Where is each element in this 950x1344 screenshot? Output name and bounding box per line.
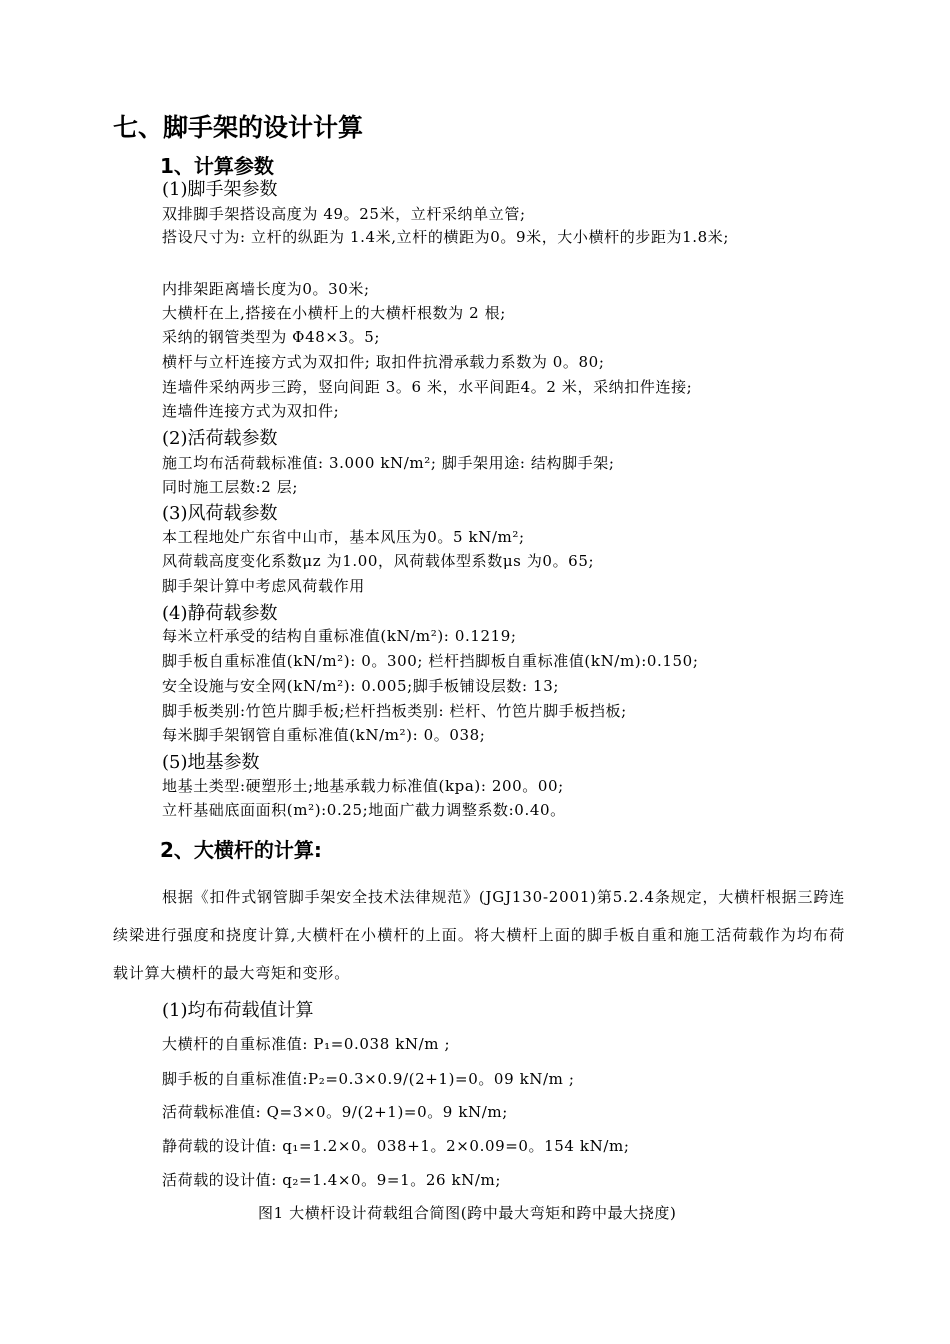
param-group-title-dead-load: (4)静荷载参数	[162, 603, 278, 624]
calc-line: 静荷载的设计值: q₁=1.2×0。038+1。2×0.09=0。154 kN/m;	[162, 1137, 630, 1155]
calc-line: 脚手板的自重标准值:P₂=0.3×0.9/(2+1)=0。09 kN/m ;	[162, 1070, 575, 1088]
param-line: 双排脚手架搭设高度为 49。25米，立杆采纳单立管;	[162, 205, 526, 223]
param-line: 脚手板自重标准值(kN/m²): 0。300; 栏杆挡脚板自重标准值(kN/m):0.150;	[162, 652, 699, 670]
param-line-wrapped: 搭设尺寸为: 立杆的纵距为 1.4米,立杆的横距为0。9米，大小横杆的步距为1.8米;	[162, 228, 730, 246]
param-group-title-scaffold: (1)脚手架参数	[162, 179, 278, 200]
param-line: 大横杆在上,搭接在小横杆上的大横杆根数为 2 根;	[162, 304, 506, 322]
param-line: 采纳的钢管类型为 Φ48×3。5;	[162, 328, 381, 346]
param-line: 风荷载高度变化系数μz 为1.00，风荷载体型系数μs 为0。65;	[162, 552, 595, 570]
param-group-title-live-load: (2)活荷载参数	[162, 428, 278, 449]
param-line: 连墙件连接方式为双扣件;	[162, 402, 340, 420]
param-group-title-wind-load: (3)风荷载参数	[162, 503, 278, 524]
figure-caption: 图1 大横杆设计荷载组合简图(跨中最大弯矩和跨中最大挠度)	[258, 1204, 677, 1222]
param-line: 脚手板类别:竹笆片脚手板;栏杆挡板类别: 栏杆、竹笆片脚手板挡板;	[162, 702, 627, 720]
param-line: 连墙件采纳两步三跨，竖向间距 3。6 米，水平间距4。2 米，采纳扣件连接;	[162, 378, 693, 396]
param-group-title-uniform-load: (1)均布荷载值计算	[162, 1000, 314, 1021]
param-line: 横杆与立杆连接方式为双扣件; 取扣件抗滑承载力系数为 0。80;	[162, 353, 605, 371]
calc-line: 活荷载的设计值: q₂=1.4×0。9=1。26 kN/m;	[162, 1171, 502, 1189]
param-line: 本工程地处广东省中山市，基本风压为0。5 kN/m²;	[162, 528, 525, 546]
body-paragraph: 根据《扣件式钢管脚手架安全技术法律规范》(JGJ130-2001)第5.2.4条规定，大横杆根据三跨连续梁进行强度和挠度计算,大横杆在小横杆的上面。将大横杆上面的脚手板自重和施工活荷载作为均布荷载计算大横杆的最大弯矩和变形。	[113, 888, 845, 982]
param-line: 每米立杆承受的结构自重标准值(kN/m²): 0.1219;	[162, 627, 517, 645]
param-line: 施工均布活荷载标准值: 3.000 kN/m²; 脚手架用途: 结构脚手架;	[162, 454, 615, 472]
subsection-title-ledger: 2、大横杆的计算:	[160, 838, 322, 862]
param-line: 立杆基础底面面积(m²):0.25;地面广截力调整系数:0.40。	[162, 801, 566, 819]
param-line: 同时施工层数:2 层;	[162, 478, 299, 496]
param-line: 每米脚手架钢管自重标准值(kN/m²): 0。038;	[162, 726, 486, 744]
param-line: 内排架距离墙长度为0。30米;	[162, 280, 370, 298]
section-title: 七、脚手架的设计计算	[113, 113, 364, 142]
param-line: 安全设施与安全网(kN/m²): 0.005;脚手板铺设层数: 13;	[162, 677, 559, 695]
subsection-title-params: 1、计算参数	[160, 154, 274, 178]
calc-line: 大横杆的自重标准值: P₁=0.038 kN/m ;	[162, 1035, 451, 1053]
param-line: 脚手架计算中考虑风荷载作用	[162, 577, 365, 595]
param-line: 地基土类型:硬塑形土;地基承载力标准值(kpa): 200。00;	[162, 777, 564, 795]
calc-line: 活荷载标准值: Q=3×0。9/(2+1)=0。9 kN/m;	[162, 1103, 508, 1121]
param-group-title-foundation: (5)地基参数	[162, 752, 260, 773]
